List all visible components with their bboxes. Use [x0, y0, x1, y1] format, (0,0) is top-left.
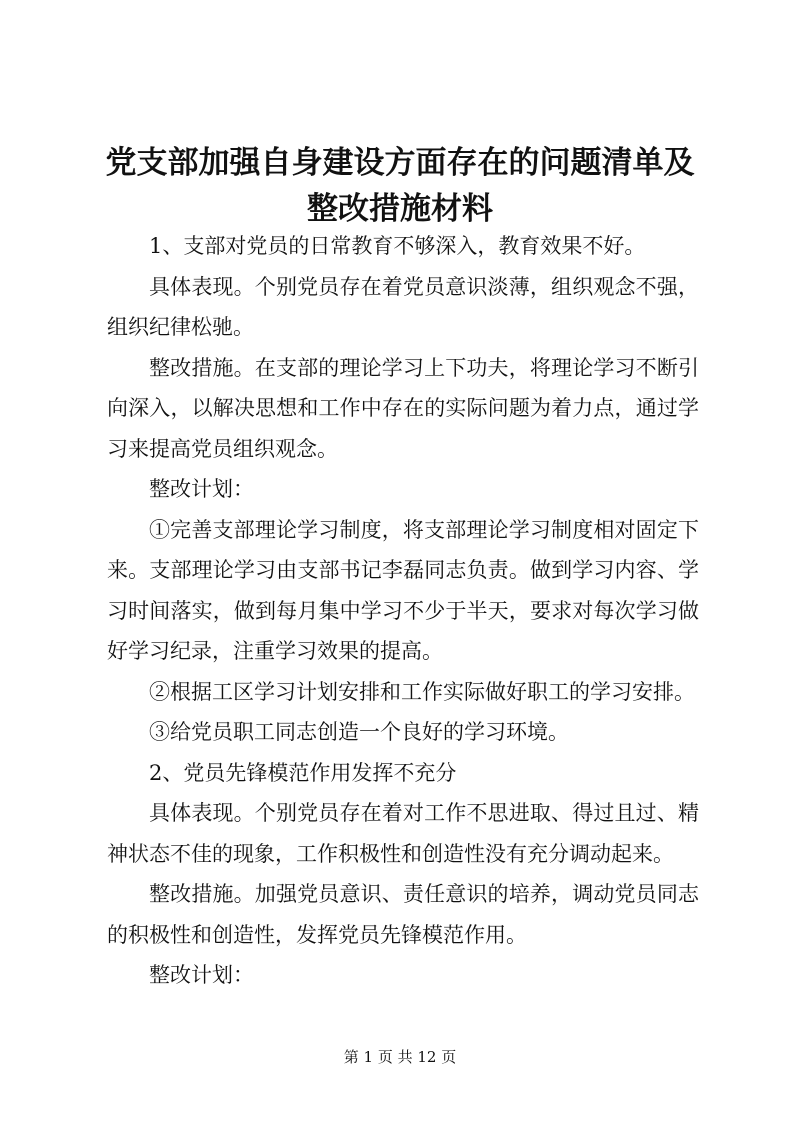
paragraph-plan-label-1: 整改计划： [149, 477, 254, 501]
document-body [107, 226, 699, 996]
paragraph-plan-item-3: ③给党员职工同志创造一个良好的学习环境。 [149, 720, 569, 744]
paragraph-plan-item-2: ②根据工区学习计划安排和工作实际做好职工的学习安排。 [149, 679, 695, 704]
paragraph-measures-1: 整改措施。在支部的理论学习上下功夫，将理论学习不断引向深入，以解决思想和工作中存在的实际问题为着力点，通过学习来提高党员组织观念。 [107, 355, 699, 461]
page-number-footer: 第 1 页 共 12 页 [343, 1048, 457, 1066]
section-2-heading: 2、党员先锋模范作用发挥不充分 [149, 760, 457, 785]
paragraph-measures-2: 整改措施。加强党员意识、责任意识的培养，调动党员同志的积极性和创造性，发挥党员先锋模范作用。 [107, 882, 699, 947]
paragraph-plan-label-2: 整改计划： [149, 963, 254, 987]
paragraph-performance-2: 具体表现。个别党员存在着对工作不思进取、得过且过、精神状态不佳的现象，工作积极性和创造性没有充分调动起来。 [107, 801, 699, 866]
document-title: 党支部加强自身建设方面存在的问题清单及整改措施材料 [105, 145, 695, 227]
paragraph-performance-1: 具体表现。个别党员存在着党员意识淡薄，组织观念不强，组织纪律松驰。 [107, 274, 699, 339]
section-1-heading: 1、支部对党员的日常教育不够深入，教育效果不好。 [149, 234, 646, 258]
paragraph-plan-item-1: ①完善支部理论学习制度，将支部理论学习制度相对固定下来。支部理论学习由支部书记李磊同志负责。做到学习内容、学习时间落实，做到每月集中学习不少于半天，要求对每次学习做好学习纪录，注重学习效果的提高。 [107, 517, 699, 663]
